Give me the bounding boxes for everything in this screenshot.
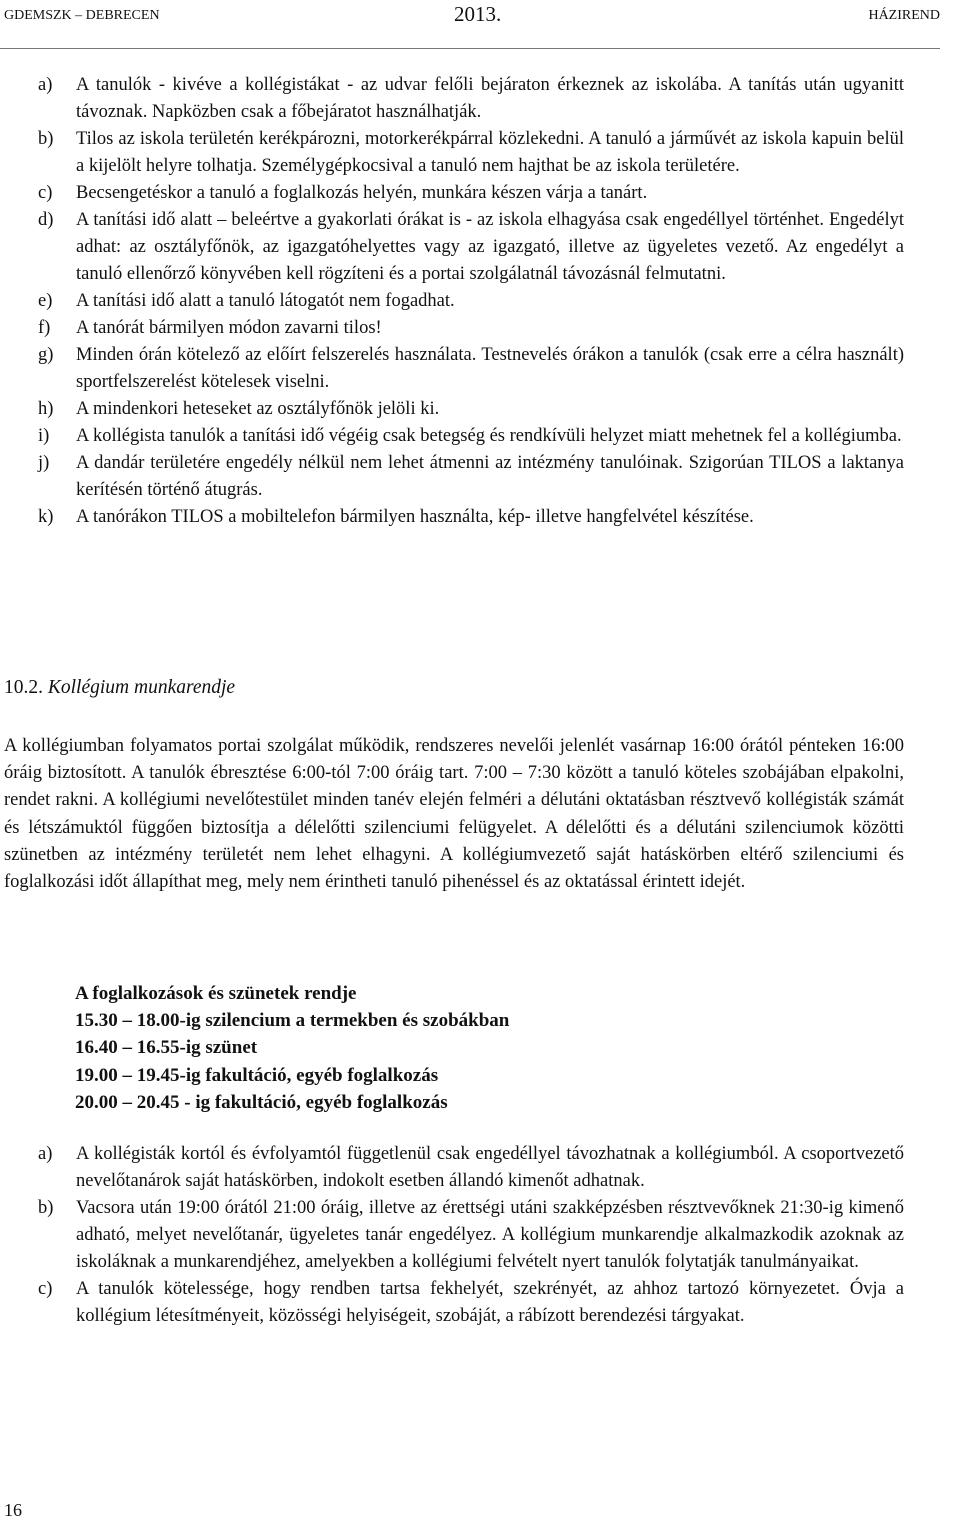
list-item bbox=[38, 1195, 904, 1276]
schedule-line: 20.00 – 20.45 - ig fakultáció, egyéb foglalkozás bbox=[75, 1091, 448, 1113]
list-item bbox=[38, 1276, 904, 1330]
list-item bbox=[38, 180, 904, 207]
schedule-line: 19.00 – 19.45-ig fakultáció, egyéb foglalkozás bbox=[75, 1064, 439, 1086]
list-item-text: A tanulók kötelessége, hogy rendben tartsa fekhelyét, szekrényét, az ahhoz tartozó környezetet. Óvja a kollégium létesítményeit, közösségi helyiségeit, szobáját, a rábízott berendezési tárgyakat. bbox=[76, 1279, 904, 1326]
list-item-marker: c) bbox=[38, 1279, 53, 1299]
page-header bbox=[0, 4, 940, 28]
list-item-marker: i) bbox=[38, 426, 50, 446]
schedule-line: 16.40 – 16.55-ig szünet bbox=[75, 1037, 258, 1059]
list-item-text: A kollégista tanulók a tanítási idő végéig csak betegség és rendkívüli helyzet miatt mehetnek fel a kollégiumba. bbox=[76, 426, 902, 446]
list-item-marker: h) bbox=[38, 399, 54, 419]
list-item-text: A tanórákon TILOS a mobiltelefon bármilyen használta, kép- illetve hangfelvétel készítése. bbox=[76, 507, 754, 527]
list-item bbox=[38, 450, 904, 504]
list-item-marker: j) bbox=[38, 453, 50, 473]
section-number: 10.2. bbox=[4, 677, 43, 698]
list-item bbox=[38, 72, 904, 126]
header-year: 2013. bbox=[454, 2, 502, 26]
list-item-marker: a) bbox=[38, 1144, 53, 1164]
header-institution: GDEMSZK – DEBRECEN bbox=[4, 8, 160, 23]
list-item-marker: b) bbox=[38, 129, 54, 149]
list-item-text: A mindenkori heteseket az osztályfőnök jelöli ki. bbox=[76, 399, 440, 419]
schedule-line: 15.30 – 18.00-ig szilencium a termekben és szobákban bbox=[75, 1010, 510, 1032]
list-item bbox=[38, 1141, 904, 1195]
list-item bbox=[38, 396, 904, 423]
list-item-marker: e) bbox=[38, 291, 53, 311]
list-item-text: A tanórát bármilyen módon zavarni tilos! bbox=[76, 318, 382, 338]
list-item-marker: k) bbox=[38, 507, 54, 527]
header-divider bbox=[0, 48, 940, 49]
list-item-text: Becsengetéskor a tanuló a foglalkozás helyén, munkára készen várja a tanárt. bbox=[76, 183, 648, 203]
list-item-text: A kollégisták kortól és évfolyamtól függetlenül csak engedéllyel távozhatnak a kollégiumból. A csoportvezető nevelőtanárok saját hatáskörben, indokolt esetben állandó kimenőt adhatnak. bbox=[76, 1144, 904, 1191]
section-title: Kollégium munkarendje bbox=[47, 677, 236, 698]
dorm-rules-list bbox=[38, 1141, 904, 1330]
list-item-text: Minden órán kötelező az előírt felszerelés használata. Testnevelés órákon a tanulók (csak erre a célra használt) sportfelszerelést kötelesek viselni. bbox=[76, 345, 904, 392]
list-item-marker: f) bbox=[38, 318, 51, 338]
list-item-text: Tilos az iskola területén kerékpározni, motorkerékpárral közlekedni. A tanuló a járművét az iskola kapuin belül a kijelölt helyre tolhatja. Személygépkocsival a tanuló nem hajthat be az iskola területére. bbox=[76, 129, 904, 176]
list-item-marker: d) bbox=[38, 210, 54, 230]
list-item-text: A dandár területére engedély nélkül nem lehet átmenni az intézmény tanulóinak. Szigorúan TILOS a laktanya kerítésén történő átugrás. bbox=[76, 453, 904, 500]
list-item-marker: b) bbox=[38, 1198, 54, 1218]
header-document-title: HÁZIREND bbox=[868, 8, 940, 23]
list-item-text: A tanulók - kivéve a kollégistákat - az udvar felőli bejáraton érkeznek az iskolába. A tanítás után ugyanitt távoznak. Napközben csak a főbejáratot használhatják. bbox=[76, 75, 904, 122]
list-item-text: Vacsora után 19:00 órától 21:00 óráig, illetve az érettségi utáni szakképzésben résztvevőknek 21:30-ig kimenő adható, melyet nevelőtanár, ügyeletes tanár engedélyez. A kollégium munkarendje alkalmazkodik azoknak az iskoláknak a munkarendjéhez, amelyekben a kollégiumi felvételt nyert tanulók folytatják tanulmányaikat. bbox=[76, 1198, 904, 1272]
list-item-marker: g) bbox=[38, 345, 54, 365]
list-item-marker: a) bbox=[38, 75, 53, 95]
page-number: 16 bbox=[4, 1500, 22, 1520]
rules-list bbox=[38, 72, 904, 531]
dormitory-paragraph: A kollégiumban folyamatos portai szolgálat működik, rendszeres nevelői jelenlét vasárnap 16:00 órától pénteken 16:00 óráig biztosított. A tanulók ébresztése 6:00-tól 7:00 óráig tart. 7:00 – 7:30 között a tanuló köteles szobájában elpakolni, rendet rakni. A kollégiumi nevelőtestület minden tanév elején felméri a délutáni oktatásban résztvevő kollégisták számát és létszámuktól függően biztosítja a délelőtti szilenciumi felügyelet. A délelőtti és a délutáni szilenciumok közötti szünetben az intézmény területét nem lehet elhagyni. A kollégiumvezető saját hatáskörben eltérő szilenciumi és foglalkozási időt állapíthat meg, mely nem érintheti tanuló pihenéssel és az oktatással érintett idejét. bbox=[4, 736, 904, 893]
list-item bbox=[38, 423, 904, 450]
schedule-block bbox=[75, 980, 509, 1116]
list-item bbox=[38, 315, 904, 342]
list-item bbox=[38, 207, 904, 288]
list-item bbox=[38, 288, 904, 315]
section-heading bbox=[4, 677, 235, 699]
list-item bbox=[38, 342, 904, 396]
list-item bbox=[38, 504, 904, 531]
schedule-title: A foglalkozások és szünetek rendje bbox=[75, 983, 357, 1004]
list-item bbox=[38, 126, 904, 180]
list-item-marker: c) bbox=[38, 183, 53, 203]
list-item-text: A tanítási idő alatt a tanuló látogatót nem fogadhat. bbox=[76, 291, 455, 311]
list-item-text: A tanítási idő alatt – beleértve a gyakorlati órákat is - az iskola elhagyása csak engedéllyel történhet. Engedélyt adhat: az osztályfőnök, az igazgatóhelyettes vagy az igazgató, illetve az ügyeletes vezető. Az engedélyt a tanuló ellenőrző könyvében kell rögzíteni és a portai szolgálatnál távozásnál felmutatni. bbox=[76, 210, 904, 284]
